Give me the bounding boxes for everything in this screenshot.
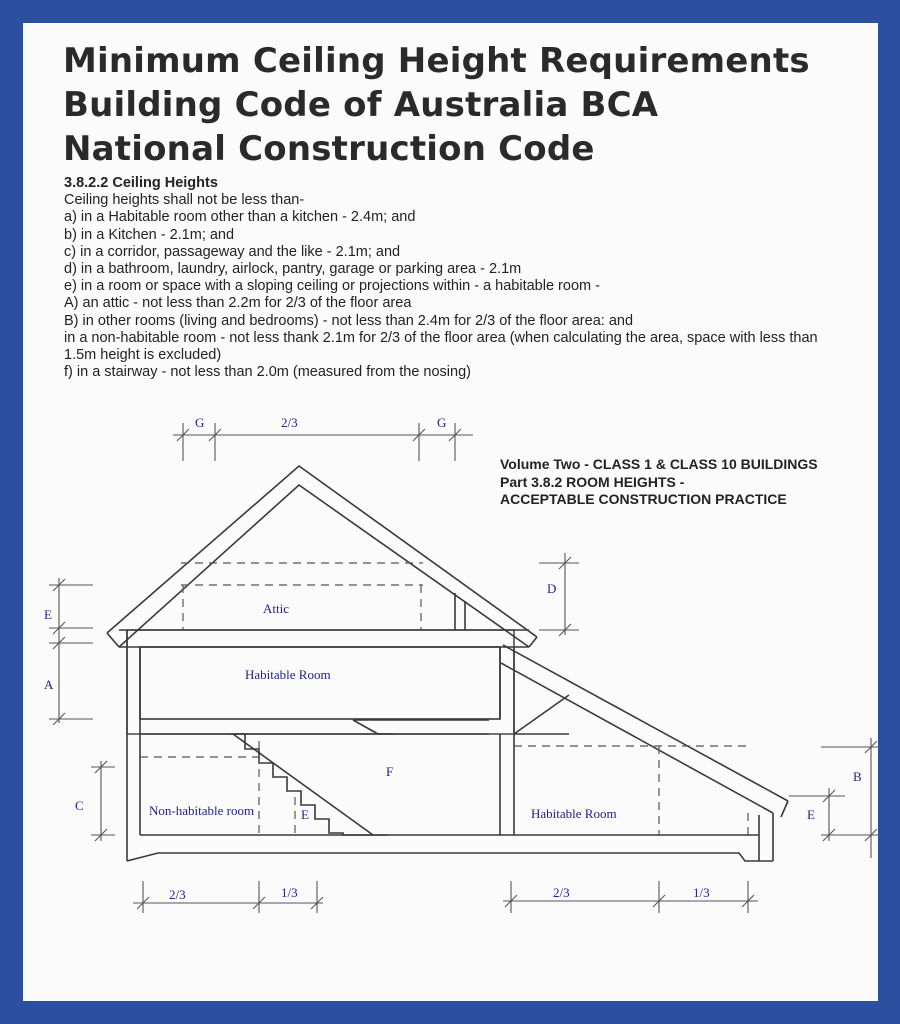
label-b: B xyxy=(853,769,862,784)
label-habitable-room-lower: Habitable Room xyxy=(531,806,617,821)
code-line: A) an attic - not less than 2.2m for 2/3 of the floor area xyxy=(64,295,412,312)
code-line: e) in a room or space with a sloping ceiling or projections within - a habitable room - xyxy=(64,278,600,295)
content-panel xyxy=(23,23,878,1001)
label-one-third-bottom-right: 1/3 xyxy=(693,885,710,900)
title-line-3: National Construction Code xyxy=(63,129,595,169)
label-attic: Attic xyxy=(263,601,289,616)
label-g-right: G xyxy=(437,415,447,430)
label-a: A xyxy=(44,677,54,692)
volume-line-1: Volume Two - CLASS 1 & CLASS 10 BUILDINGS xyxy=(500,456,818,472)
title-line-1: Minimum Ceiling Height Requirements xyxy=(63,41,810,81)
building-walls xyxy=(127,630,514,861)
d-dimension xyxy=(539,553,579,636)
label-two-thirds-top: 2/3 xyxy=(281,415,298,430)
label-e-right: E xyxy=(807,807,815,822)
roof xyxy=(107,466,537,647)
stairs xyxy=(140,734,388,835)
label-one-third-bottom-left: 1/3 xyxy=(281,885,298,900)
label-two-thirds-bottom-left: 2/3 xyxy=(169,887,186,902)
volume-line-3: ACCEPTABLE CONSTRUCTION PRACTICE xyxy=(500,491,787,507)
code-line: c) in a corridor, passageway and the like - 2.1m; and xyxy=(64,243,401,260)
label-habitable-room-upper: Habitable Room xyxy=(245,667,331,682)
code-line: Ceiling heights shall not be less than- xyxy=(64,192,305,209)
title-line-2: Building Code of Australia BCA xyxy=(63,85,659,125)
code-line: in a non-habitable room - not less thank 2.1m for 2/3 of the floor area (when calculating the area, space with less than 1.5m height is excluded) xyxy=(64,329,818,364)
label-e-stair: E xyxy=(301,807,309,822)
volume-line-2: Part 3.8.2 ROOM HEIGHTS - xyxy=(500,473,685,490)
bottom-dimensions xyxy=(133,881,758,913)
label-two-thirds-bottom-right: 2/3 xyxy=(553,885,570,900)
code-heading: 3.8.2.2 Ceiling Heights xyxy=(64,175,218,191)
code-line: f) in a stairway - not less than 2.0m (measured from the nosing) xyxy=(64,364,471,381)
floor-slab xyxy=(127,835,773,861)
code-line: d) in a bathroom, laundry, airlock, pantry, garage or parking area - 2.1m xyxy=(64,261,522,278)
label-non-habitable-room: Non-habitable room xyxy=(149,803,255,818)
label-f: F xyxy=(386,764,394,779)
label-g-left: G xyxy=(195,415,205,430)
house-section-diagram xyxy=(23,23,878,1001)
label-e-left: E xyxy=(44,607,52,622)
top-dimension xyxy=(173,423,473,461)
code-line: a) in a Habitable room other than a kitchen - 2.4m; and xyxy=(64,209,416,226)
label-c: C xyxy=(75,798,84,813)
lean-to-roof xyxy=(501,645,788,861)
right-dimensions xyxy=(789,738,878,858)
code-line: b) in a Kitchen - 2.1m; and xyxy=(64,226,235,243)
code-line: B) in other rooms (living and bedrooms) - not less than 2.4m for 2/3 of the floor area: and xyxy=(64,312,634,329)
label-d: D xyxy=(547,581,557,596)
